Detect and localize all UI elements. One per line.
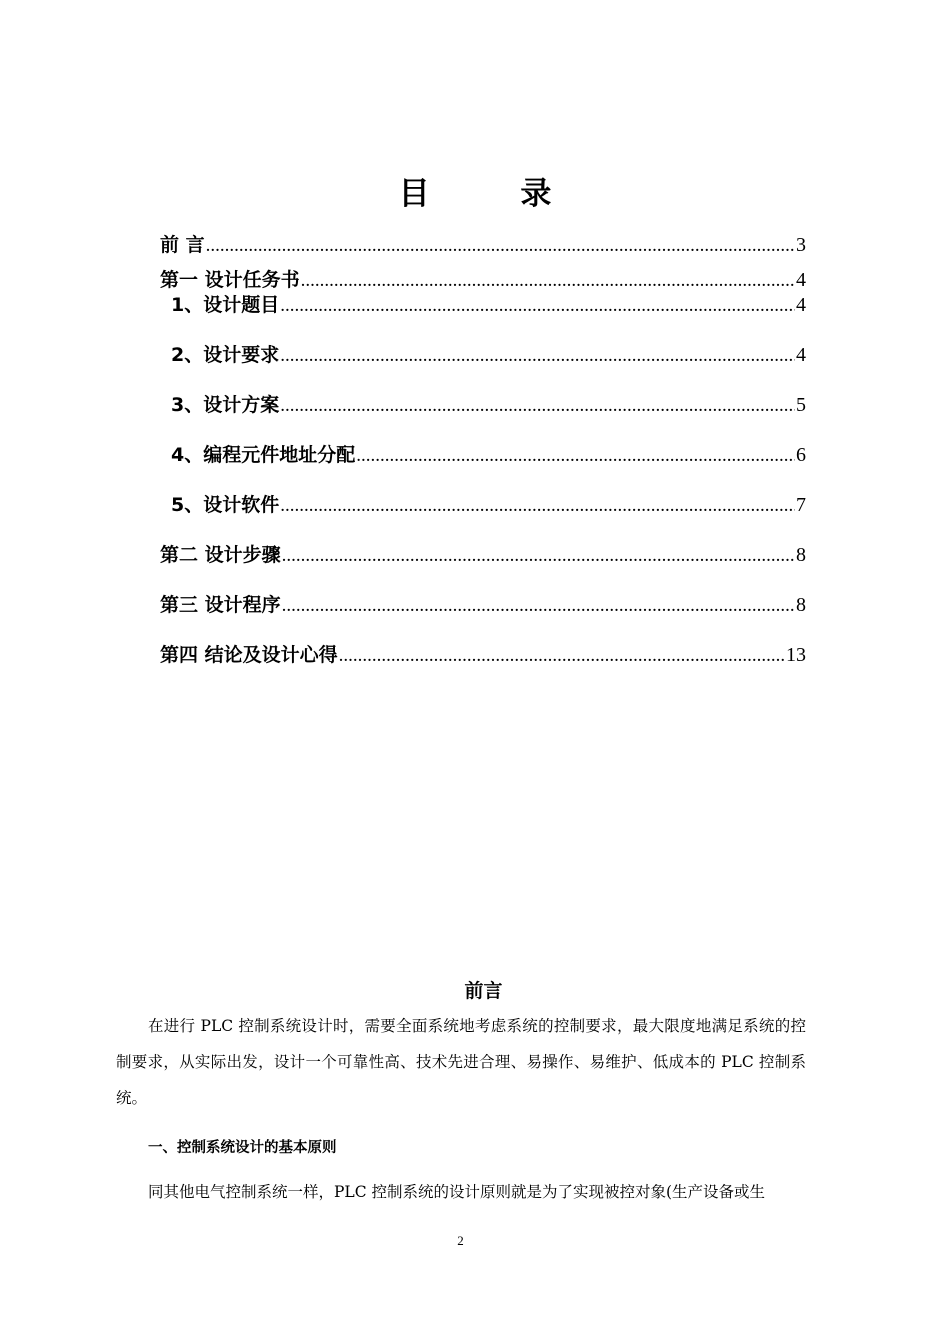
preface-paragraph: 在进行 PLC 控制系统设计时，需要全面系统地考虑系统的控制要求，最大限度地满足系统的控制要求，从实际出发，设计一个可靠性高、技术先进合理、易操作、易维护、低成本的 PLC 控制系统。 <box>116 1017 806 1107</box>
toc-leader-dots <box>282 545 795 567</box>
toc-entry-label: 第一 设计任务书 <box>160 269 300 291</box>
body-paragraph: 同其他电气控制系统一样，PLC 控制系统的设计原则就是为了实现被控对象(生产设备或生 <box>148 1183 766 1201</box>
toc-entry-preface[interactable] <box>160 230 806 258</box>
toc-entry-label: 5、设计软件 <box>171 494 280 516</box>
toc-leader-dots <box>280 395 795 417</box>
toc-entry-label: 前 言 <box>160 234 205 256</box>
toc-entry-1-2[interactable] <box>160 340 806 368</box>
toc-leader-dots <box>206 235 795 257</box>
toc-leader-dots <box>280 295 795 317</box>
toc-entry-page: 4 <box>796 294 806 316</box>
toc-leader-dots <box>301 270 795 292</box>
toc-entry-page: 8 <box>796 594 806 616</box>
toc-leader-dots <box>356 445 795 467</box>
toc-entry-page: 3 <box>796 234 806 256</box>
toc-leader-dots <box>280 495 795 517</box>
toc-entry-label: 2、设计要求 <box>171 344 280 366</box>
toc-entry-1-1[interactable] <box>160 290 806 318</box>
toc-entry-1-3[interactable] <box>160 390 806 418</box>
toc-title: 目 录 <box>398 176 592 212</box>
toc-entry-page: 5 <box>796 394 806 416</box>
toc-entry-label: 第三 设计程序 <box>160 594 281 616</box>
toc-entry-page: 7 <box>796 494 806 516</box>
toc-entry-chapter-4[interactable] <box>160 640 806 668</box>
toc-entry-page: 8 <box>796 544 806 566</box>
toc-leader-dots <box>280 345 795 367</box>
toc-entry-page: 6 <box>796 444 806 466</box>
toc-entry-1-4[interactable] <box>160 440 806 468</box>
toc-entry-chapter-1[interactable] <box>160 265 806 293</box>
page-number: 2 <box>457 1233 464 1248</box>
toc-entry-page: 13 <box>786 644 806 666</box>
toc-entry-page: 4 <box>796 269 806 291</box>
toc-leader-dots <box>339 645 785 667</box>
toc-entry-label: 第二 设计步骤 <box>160 544 281 566</box>
toc-entry-chapter-3[interactable] <box>160 590 806 618</box>
toc-leader-dots <box>282 595 795 617</box>
toc-entry-chapter-2[interactable] <box>160 540 806 568</box>
section-heading: 一、控制系统设计的基本原则 <box>148 1140 337 1156</box>
toc-entry-label: 1、设计题目 <box>171 294 280 316</box>
toc-entry-page: 4 <box>796 344 806 366</box>
toc-entry-label: 4、编程元件地址分配 <box>171 444 356 466</box>
toc-entry-label: 第四 结论及设计心得 <box>160 644 338 666</box>
toc-entry-label: 3、设计方案 <box>171 394 280 416</box>
toc-entry-1-5[interactable] <box>160 490 806 518</box>
preface-title: 前言 <box>464 980 503 1002</box>
